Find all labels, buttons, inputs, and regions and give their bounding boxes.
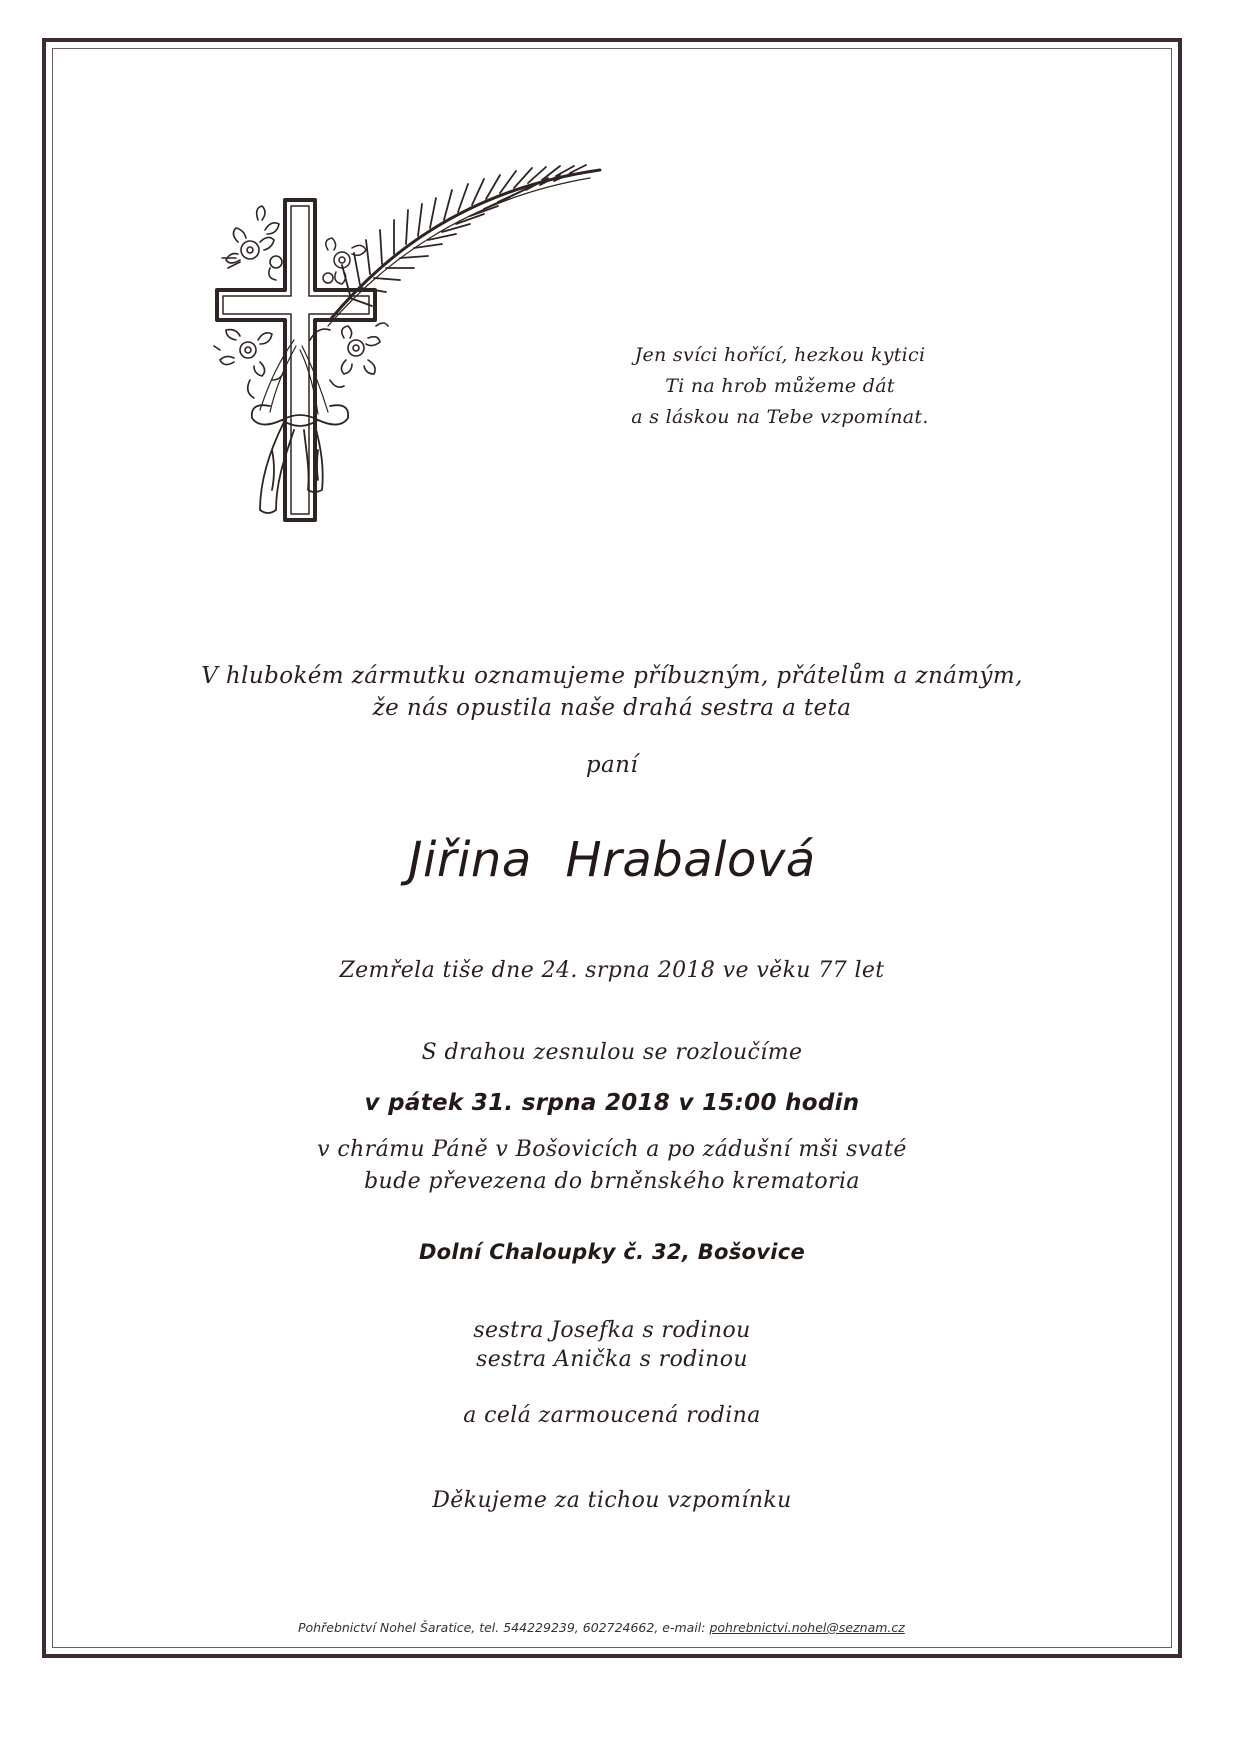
family-address: Dolní Chaloupky č. 32, Bošovice xyxy=(418,1240,806,1264)
funeral-service-footer xyxy=(298,1620,905,1635)
death-date-line: Zemřela tiše dne 24. srpna 2018 ve věku 77 let xyxy=(339,958,885,983)
deceased-name: Jiřina Hrabalová xyxy=(408,832,816,888)
mourner: sestra Anička s rodinou xyxy=(476,1347,748,1372)
intro-line: že nás opustila naše drahá sestra a teta xyxy=(372,695,852,721)
verse-line: Jen svíci hořící, hezkou kytici xyxy=(634,344,926,366)
mourners-list xyxy=(52,1316,1172,1374)
mourner: sestra Josefka s rodinou xyxy=(473,1318,751,1343)
farewell-intro: S drahou zesnulou se rozloučíme xyxy=(421,1040,803,1065)
cross-with-palm-icon xyxy=(210,150,630,590)
ceremony-line: v chrámu Páně v Bošovicích a po zádušní mši svaté xyxy=(317,1137,907,1162)
family-line: a celá zarmoucená rodina xyxy=(463,1403,761,1428)
thanks-line: Děkujeme za tichou vzpomínku xyxy=(432,1488,792,1513)
footer-email-link[interactable]: pohrebnictvi.nohel@seznam.cz xyxy=(709,1620,905,1635)
intro-line: V hlubokém zármutku oznamujeme příbuzným, přátelům a známým, xyxy=(201,663,1023,689)
ceremony-details xyxy=(52,1134,1172,1198)
funeral-date-time: v pátek 31. srpna 2018 v 15:00 hodin xyxy=(364,1090,860,1116)
verse-line: a s láskou na Tebe vzpomínat. xyxy=(631,406,929,428)
ceremony-line: bude převezena do brněnského krematoria xyxy=(364,1169,860,1194)
verse xyxy=(620,340,940,433)
announcement-intro xyxy=(52,660,1172,724)
footer-text: Pohřebnictví Nohel Šaratice, tel. 544229239, 602724662, e-mail: xyxy=(298,1620,710,1635)
honorific: paní xyxy=(585,752,639,778)
verse-line: Ti na hrob můžeme dát xyxy=(665,375,895,397)
